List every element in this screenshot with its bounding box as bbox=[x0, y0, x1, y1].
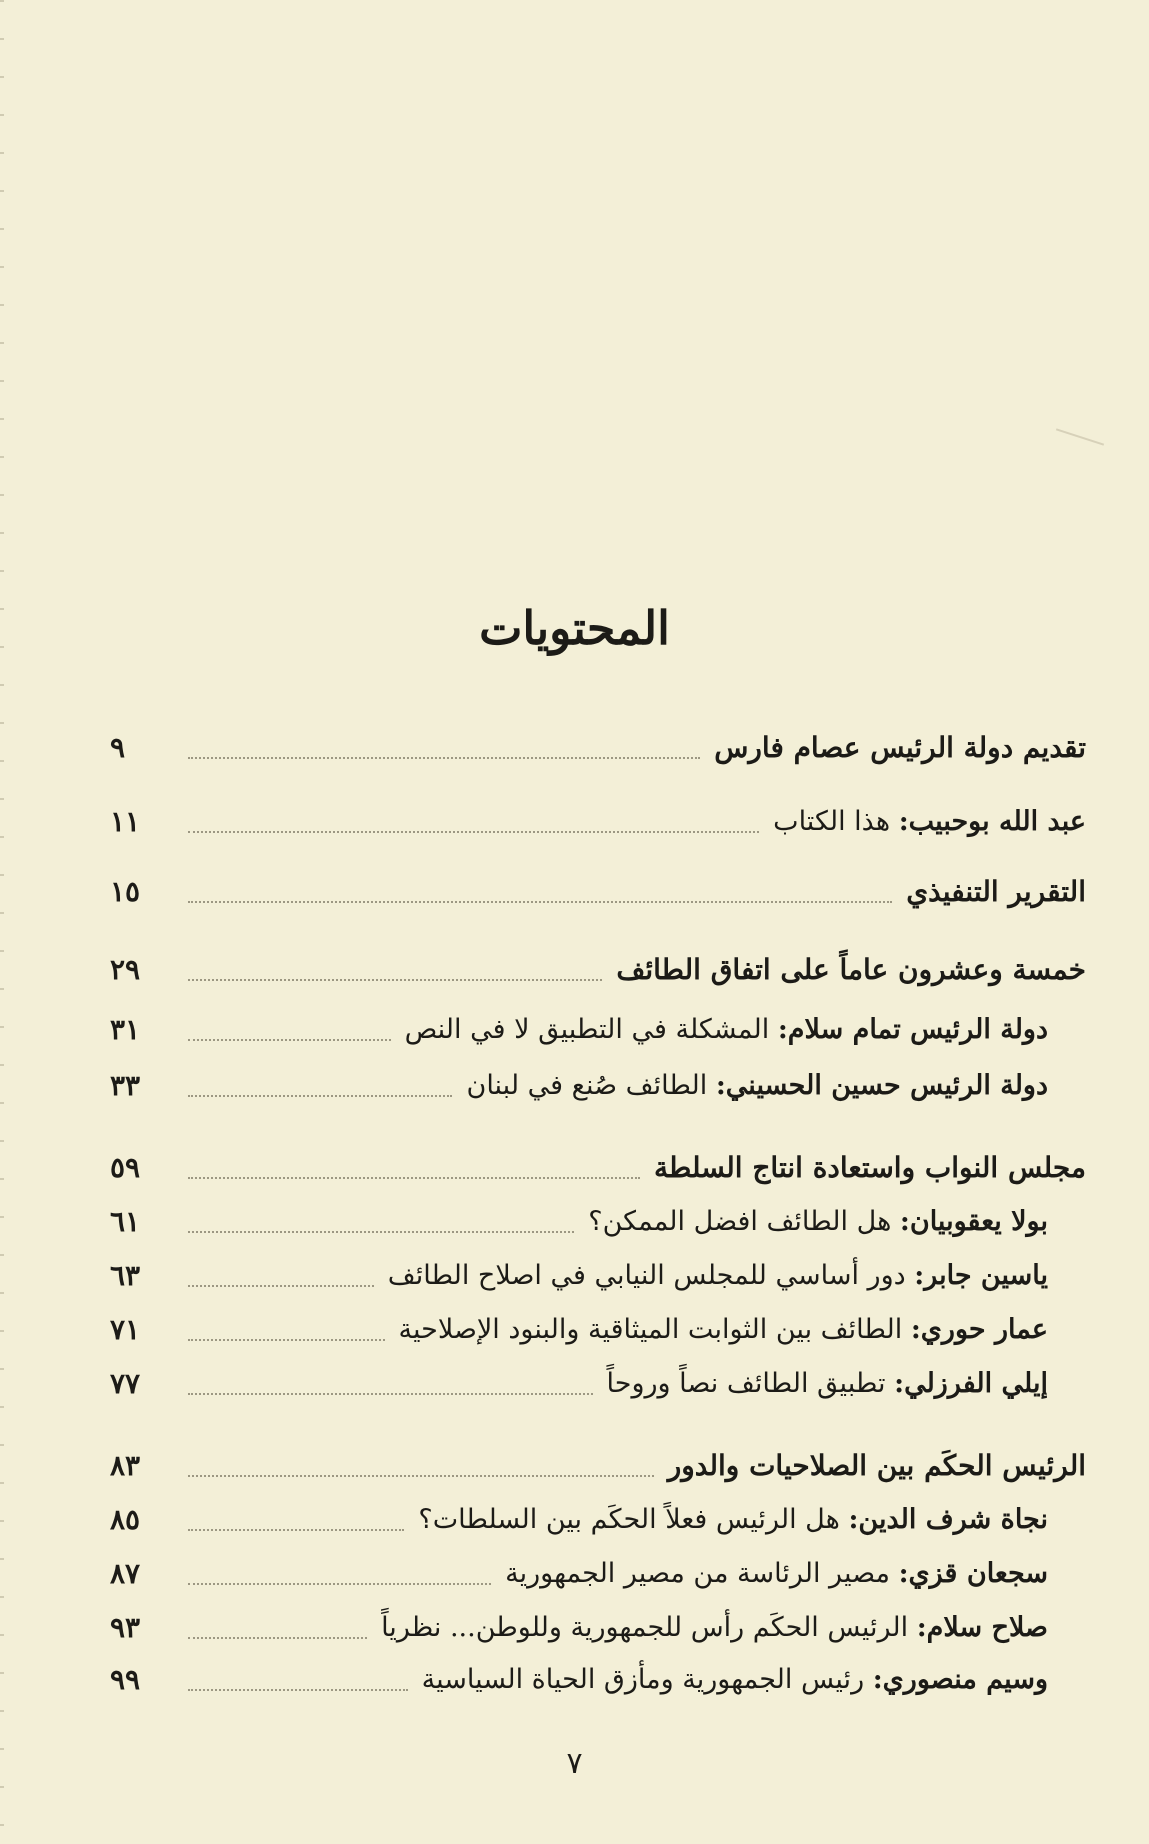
entry-page: ٨٣ bbox=[110, 1449, 141, 1482]
paper-scratch bbox=[1056, 428, 1104, 445]
entry-text bbox=[388, 1256, 1086, 1296]
toc-entry bbox=[110, 1202, 1086, 1242]
entry-title: المشكلة في التطبيق لا في النص bbox=[404, 1014, 770, 1045]
entry-page: ٢٩ bbox=[110, 953, 141, 986]
entry-text bbox=[505, 1554, 1086, 1594]
entry-title: التقرير التنفيذي bbox=[906, 875, 1086, 908]
toc-entry bbox=[110, 950, 1086, 990]
page-edge-marks bbox=[0, 0, 4, 1844]
entry-author: نجاة شرف الدين: bbox=[848, 1504, 1048, 1535]
dot-leader bbox=[188, 1231, 574, 1233]
dot-leader bbox=[188, 1689, 408, 1691]
entry-text bbox=[466, 1066, 1086, 1106]
entry-page: ٩٣ bbox=[110, 1611, 141, 1644]
entry-page: ٨٧ bbox=[110, 1557, 141, 1590]
entry-page: ٦١ bbox=[110, 1205, 141, 1238]
entry-title: الطائف صُنع في لبنان bbox=[466, 1070, 708, 1101]
entry-page: ١٥ bbox=[110, 875, 141, 908]
page-title: المحتويات bbox=[479, 600, 670, 655]
toc-entry bbox=[110, 728, 1086, 768]
toc-entry bbox=[110, 1256, 1086, 1296]
entry-page: ٧٧ bbox=[110, 1367, 141, 1400]
dot-leader bbox=[188, 901, 892, 903]
entry-page: ٣٣ bbox=[110, 1069, 141, 1102]
toc-entry bbox=[110, 1310, 1086, 1350]
toc-entry bbox=[110, 802, 1086, 842]
dot-leader bbox=[188, 1637, 367, 1639]
toc-entry bbox=[110, 1608, 1086, 1648]
entry-author: عبد الله بوحبيب: bbox=[898, 806, 1086, 837]
entry-page: ٥٩ bbox=[110, 1151, 141, 1184]
entry-page: ٣١ bbox=[110, 1013, 141, 1046]
entry-title: دور أساسي للمجلس النيابي في اصلاح الطائف bbox=[387, 1260, 906, 1291]
entry-page: ٨٥ bbox=[110, 1503, 141, 1536]
entry-page: ٩ bbox=[110, 731, 126, 764]
dot-leader bbox=[188, 1285, 374, 1287]
entry-text bbox=[607, 1364, 1086, 1404]
entry-page: ٧١ bbox=[110, 1313, 141, 1346]
entry-page: ٦٣ bbox=[110, 1259, 141, 1292]
toc-entry bbox=[110, 1364, 1086, 1404]
entry-author: إيلي الفرزلي: bbox=[894, 1368, 1048, 1399]
entry-title: هل الطائف افضل الممكن؟ bbox=[588, 1206, 892, 1237]
dot-leader bbox=[188, 757, 700, 759]
entry-author: ياسين جابر: bbox=[914, 1260, 1048, 1291]
toc-entry bbox=[110, 1010, 1086, 1050]
entry-author: سجعان قزي: bbox=[898, 1558, 1048, 1589]
dot-leader bbox=[188, 1529, 404, 1531]
toc-entry bbox=[110, 1066, 1086, 1106]
entry-page: ١١ bbox=[110, 805, 141, 838]
entry-title: مجلس النواب واستعادة انتاج السلطة bbox=[654, 1151, 1086, 1184]
entry-text bbox=[773, 802, 1086, 842]
entry-text bbox=[399, 1310, 1086, 1350]
page-number: ٧ bbox=[566, 1746, 583, 1781]
entry-title: الطائف بين الثوابت الميثاقية والبنود الإصلاحية bbox=[398, 1314, 903, 1345]
dot-leader bbox=[188, 979, 602, 981]
entry-title: الرئيس الحكَم رأس للجمهورية وللوطن... نظرياً bbox=[381, 1612, 909, 1643]
entry-text bbox=[588, 1202, 1086, 1242]
entry-author: دولة الرئيس حسين الحسيني: bbox=[715, 1070, 1048, 1101]
dot-leader bbox=[188, 1177, 640, 1179]
entry-author: صلاح سلام: bbox=[916, 1612, 1048, 1643]
toc-entry bbox=[110, 1660, 1086, 1700]
dot-leader bbox=[188, 1583, 491, 1585]
entry-title: هذا الكتاب bbox=[773, 806, 891, 837]
entry-title: مصير الرئاسة من مصير الجمهورية bbox=[505, 1558, 890, 1589]
toc-entry bbox=[110, 1446, 1086, 1486]
dot-leader bbox=[188, 1393, 593, 1395]
toc-entry bbox=[110, 872, 1086, 912]
dot-leader bbox=[188, 1095, 452, 1097]
entry-author: بولا يعقوبيان: bbox=[899, 1206, 1048, 1237]
entry-author: عمار حوري: bbox=[910, 1314, 1048, 1345]
entry-title: خمسة وعشرون عاماً على اتفاق الطائف bbox=[616, 953, 1086, 986]
toc-entry bbox=[110, 1554, 1086, 1594]
entry-author: وسيم منصوري: bbox=[872, 1664, 1048, 1695]
entry-text bbox=[418, 1500, 1086, 1540]
entry-title: رئيس الجمهورية ومأزق الحياة السياسية bbox=[421, 1664, 865, 1695]
dot-leader bbox=[188, 1039, 391, 1041]
entry-page: ٩٩ bbox=[110, 1663, 141, 1696]
entry-title: تقديم دولة الرئيس عصام فارس bbox=[714, 731, 1086, 764]
dot-leader bbox=[188, 1475, 654, 1477]
toc-entry bbox=[110, 1500, 1086, 1540]
entry-title: هل الرئيس فعلاً الحكَم بين السلطات؟ bbox=[418, 1504, 840, 1535]
dot-leader bbox=[188, 1339, 385, 1341]
toc-entry bbox=[110, 1148, 1086, 1188]
entry-text bbox=[381, 1608, 1086, 1648]
entry-title: تطبيق الطائف نصاً وروحاً bbox=[606, 1368, 886, 1399]
entry-text bbox=[405, 1010, 1086, 1050]
entry-author: دولة الرئيس تمام سلام: bbox=[777, 1014, 1048, 1045]
entry-text bbox=[422, 1660, 1086, 1700]
entry-title: الرئيس الحكَم بين الصلاحيات والدور bbox=[667, 1449, 1086, 1482]
dot-leader bbox=[188, 831, 759, 833]
